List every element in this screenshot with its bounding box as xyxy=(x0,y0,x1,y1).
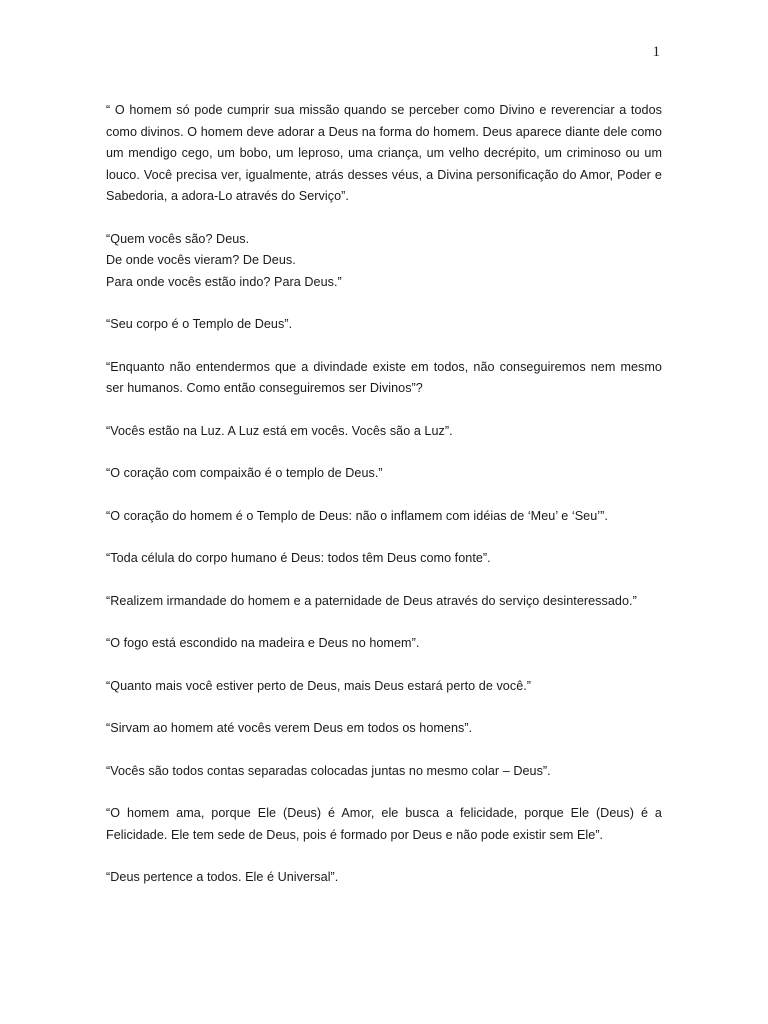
quote-paragraph-9: “Realizem irmandade do homem e a paternidade de Deus através do serviço desinteressado.” xyxy=(106,593,637,608)
document-body xyxy=(106,100,662,910)
quote-paragraph-3: “Seu corpo é o Templo de Deus”. xyxy=(106,317,293,331)
quote-paragraph-4: “Enquanto não entendermos que a divindade existe em todos, não conseguiremos nem mesmo ser humanos. Como então conseguiremos ser Divinos”? xyxy=(106,359,662,395)
quote-paragraph-5: “Vocês estão na Luz. A Luz está em vocês. Vocês são a Luz”. xyxy=(106,423,453,438)
quote-paragraph-7: “O coração do homem é o Templo de Deus: não o inflamem com idéias de ‘Meu’ e ‘Seu’”. xyxy=(106,508,608,523)
quote-paragraph-10: “O fogo está escondido na madeira e Deus no homem”. xyxy=(106,636,420,650)
quote-paragraph-13: “Vocês são todos contas separadas colocadas juntas no mesmo colar – Deus”. xyxy=(106,763,551,778)
quote-paragraph-1: “ O homem só pode cumprir sua missão quando se perceber como Divino e reverenciar a todos como divinos. O homem deve adorar a Deus na forma do homem. Deus aparece diante dele como um mendigo cego, um bobo, um leproso, uma criança, um velho decrépito, um criminoso ou um louco. Você precisa ver, igualmente, atrás desses véus, a Divina personificação do Amor, Poder e Sabedoria, a adora-Lo através do Serviço”. xyxy=(106,103,662,203)
quote-paragraph-11: “Quanto mais você estiver perto de Deus, mais Deus estará perto de você.” xyxy=(106,678,532,693)
quote-paragraph-14: “O homem ama, porque Ele (Deus) é Amor, ele busca a felicidade, porque Ele (Deus) é a Felicidade. Ele tem sede de Deus, pois é formado por Deus e não pode existir sem Ele”. xyxy=(106,806,662,842)
quote-paragraph-8: “Toda célula do corpo humano é Deus: todos têm Deus como fonte”. xyxy=(106,551,491,565)
quote-paragraph-6: “O coração com compaixão é o templo de Deus.” xyxy=(106,466,383,480)
quote-paragraph-2: “Quem vocês são? Deus. De onde vocês vieram? De Deus. Para onde vocês estão indo? Para Deus.” xyxy=(106,231,342,289)
page-number: 1 xyxy=(652,44,660,60)
quote-paragraph-15: “Deus pertence a todos. Ele é Universal”. xyxy=(106,870,339,884)
quote-paragraph-12: “Sirvam ao homem até vocês verem Deus em todos os homens”. xyxy=(106,721,473,735)
